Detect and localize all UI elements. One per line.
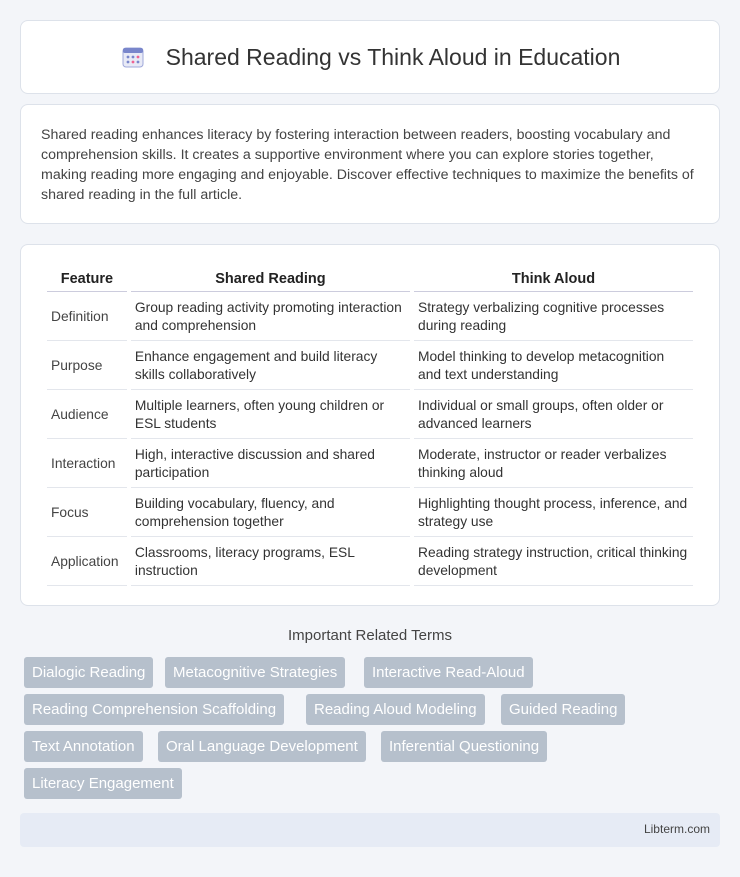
feature-cell: Definition [47,294,127,341]
tag-oral-language-development[interactable]: Oral Language Development [158,731,366,762]
shared-reading-cell: Building vocabulary, fluency, and comprehension together [131,490,410,537]
feature-cell: Focus [47,490,127,537]
shared-reading-cell: High, interactive discussion and shared participation [131,441,410,488]
shared-reading-cell: Group reading activity promoting interaction and comprehension [131,294,410,341]
tag-text-annotation[interactable]: Text Annotation [24,731,143,762]
intro-card [20,104,720,224]
tag-reading-comprehension-scaffolding[interactable]: Reading Comprehension Scaffolding [24,694,284,725]
shared-reading-cell: Enhance engagement and build literacy skills collaboratively [131,343,410,390]
feature-cell: Application [47,539,127,586]
header-feature: Feature [47,267,127,292]
shared-reading-cell: Classrooms, literacy programs, ESL instruction [131,539,410,586]
table-row [47,441,693,488]
calendar-icon [120,44,146,70]
page-title: Shared Reading vs Think Aloud in Education [165,43,621,70]
think-aloud-cell: Reading strategy instruction, critical thinking development [414,539,693,586]
feature-cell: Audience [47,392,127,439]
comparison-table [43,265,697,588]
title-card [20,20,720,94]
tag-interactive-read-aloud[interactable]: Interactive Read-Aloud [364,657,533,688]
think-aloud-cell: Strategy verbalizing cognitive processes during reading [414,294,693,341]
table-row [47,539,693,586]
feature-cell: Purpose [47,343,127,390]
tag-inferential-questioning[interactable]: Inferential Questioning [381,731,547,762]
tag-guided-reading[interactable]: Guided Reading [501,694,625,725]
tag-reading-aloud-modeling[interactable]: Reading Aloud Modeling [306,694,485,725]
think-aloud-cell: Highlighting thought process, inference, and strategy use [414,490,693,537]
shared-reading-cell: Multiple learners, often young children or ESL students [131,392,410,439]
tag-dialogic-reading[interactable]: Dialogic Reading [24,657,153,688]
tag-metacognitive-strategies[interactable]: Metacognitive Strategies [165,657,345,688]
intro-paragraph: Shared reading enhances literacy by fostering interaction between readers, boosting vocabulary and comprehension skills. It creates a supportive environment where you can explore stories together, making reading more engaging and enjoyable. Discover effective techniques to maximize the benefits of shared reading in the full article. [41,127,694,203]
header-shared-reading: Shared Reading [131,267,410,292]
think-aloud-cell: Model thinking to develop metacognition and text understanding [414,343,693,390]
footer [20,813,720,847]
table-row [47,490,693,537]
table-row [47,343,693,390]
table-header-row [47,267,693,292]
tag-literacy-engagement[interactable]: Literacy Engagement [24,768,182,799]
table-row [47,294,693,341]
think-aloud-cell: Moderate, instructor or reader verbalizes thinking aloud [414,441,693,488]
comparison-card [20,244,720,606]
header-think-aloud: Think Aloud [414,267,693,292]
table-row [47,392,693,439]
related-terms-heading: Important Related Terms [288,627,452,644]
feature-cell: Interaction [47,441,127,488]
footer-site-link[interactable]: Libterm.com [643,822,710,836]
think-aloud-cell: Individual or small groups, often older or advanced learners [414,392,693,439]
